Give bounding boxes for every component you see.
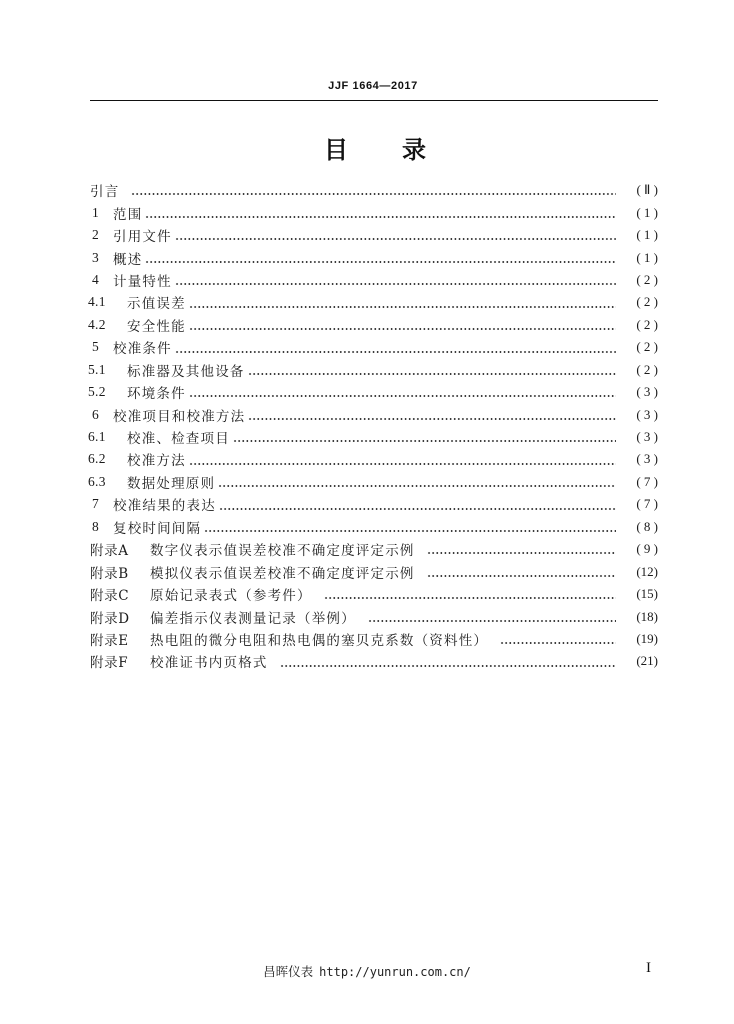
dot-leader <box>219 507 616 511</box>
toc-entry <box>90 359 658 381</box>
toc-entry-number: 5.1 <box>88 361 106 377</box>
toc-entry-title: 范围 <box>113 206 143 223</box>
toc-entry-number: 附录C <box>90 588 130 605</box>
toc-entry-number: 4.1 <box>88 294 106 310</box>
toc-entry-title: 校准项目和校准方法 <box>113 408 246 425</box>
footer-url: http://yunrun.com.cn/ <box>319 965 471 979</box>
toc-entry <box>90 291 658 313</box>
document-code: JJF 1664—2017 <box>328 80 418 92</box>
dot-leader <box>233 439 616 443</box>
page-number: I <box>646 960 651 976</box>
toc-entry-page: ( Ⅱ ) <box>636 182 658 198</box>
toc-entry-page: (12) <box>636 563 658 579</box>
toc-entry <box>90 650 658 672</box>
dot-leader <box>189 394 616 398</box>
dot-leader <box>175 237 616 241</box>
toc-entry-page: ( 8 ) <box>636 518 658 534</box>
toc-entry-page: ( 1 ) <box>636 204 658 220</box>
dot-leader <box>131 192 616 196</box>
toc-entry <box>90 314 658 336</box>
toc-entry-title: 原始记录表式（参考件） <box>150 588 312 605</box>
toc-entry-page: ( 2 ) <box>636 339 658 355</box>
toc-entry-number: 6.3 <box>88 473 106 489</box>
dot-leader <box>189 305 616 309</box>
dot-leader <box>280 664 616 668</box>
dot-leader <box>204 529 616 533</box>
dot-leader <box>427 574 616 578</box>
toc-entry <box>90 224 658 246</box>
toc-entry <box>90 381 658 403</box>
toc-entry-number: 6.1 <box>88 429 106 445</box>
dot-leader <box>189 462 616 466</box>
toc-entry-page: ( 3 ) <box>636 429 658 445</box>
toc-entry-number: 8 <box>92 518 99 534</box>
toc-entry-title: 标准器及其他设备 <box>127 363 245 380</box>
toc-entry-title: 校准方法 <box>127 453 186 470</box>
toc-entry <box>90 426 658 448</box>
toc-entry <box>90 605 658 627</box>
toc-entry <box>90 246 658 268</box>
toc-entry <box>90 583 658 605</box>
toc-entry-title: 校准结果的表达 <box>113 498 216 515</box>
toc-entry-page: (21) <box>636 653 658 669</box>
toc-entry-number: 附录B <box>90 565 129 582</box>
toc-entry-number: 1 <box>92 204 99 220</box>
toc-entry-page: ( 1 ) <box>636 249 658 265</box>
toc-entry-page: ( 9 ) <box>636 541 658 557</box>
toc-entry <box>90 471 658 493</box>
toc-entry-number: 附录D <box>90 610 130 627</box>
toc-entry-number: 附录A <box>90 543 129 560</box>
toc-entry <box>90 269 658 291</box>
dot-leader <box>189 327 616 331</box>
toc-entry-title: 计量特性 <box>113 273 172 290</box>
toc-entry-page: ( 3 ) <box>636 451 658 467</box>
toc-entry-title: 偏差指示仪表测量记录（举例） <box>150 610 356 627</box>
toc-title: 目 录 <box>324 135 441 164</box>
footer-site-name: 昌晖仪表 <box>263 964 314 979</box>
toc-entry-page: (18) <box>636 608 658 624</box>
dot-leader <box>218 484 616 488</box>
toc-entry-title: 引言 <box>90 184 120 201</box>
toc-entry-page: ( 7 ) <box>636 496 658 512</box>
toc-list <box>90 179 658 673</box>
toc-entry-page: ( 2 ) <box>636 361 658 377</box>
toc-entry-page: (15) <box>636 586 658 602</box>
toc-entry-title: 复校时间间隔 <box>113 520 202 537</box>
toc-entry-title: 校准、检查项目 <box>127 431 230 448</box>
dot-leader <box>368 619 616 623</box>
toc-entry-number: 6.2 <box>88 451 106 467</box>
toc-entry-number: 7 <box>92 496 99 512</box>
dot-leader <box>175 282 616 286</box>
toc-entry-number: 3 <box>92 249 99 265</box>
dot-leader <box>248 372 616 376</box>
toc-entry-number: 2 <box>92 227 99 243</box>
toc-entry-title: 模拟仪表示值误差校准不确定度评定示例 <box>150 565 415 582</box>
toc-entry-title: 示值误差 <box>127 296 186 313</box>
toc-entry-title: 数字仪表示值误差校准不确定度评定示例 <box>150 543 415 560</box>
toc-entry-page: (19) <box>636 630 658 646</box>
toc-entry <box>90 336 658 358</box>
dot-leader <box>500 641 616 645</box>
toc-entry-title: 数据处理原则 <box>127 475 216 492</box>
toc-entry-page: ( 1 ) <box>636 227 658 243</box>
footer-watermark <box>0 962 734 980</box>
toc-entry-number: 附录F <box>90 655 129 672</box>
dot-leader <box>145 260 616 264</box>
toc-entry <box>90 516 658 538</box>
toc-entry-title: 概述 <box>113 251 143 268</box>
toc-entry <box>90 493 658 515</box>
dot-leader <box>175 350 616 354</box>
toc-entry <box>90 560 658 582</box>
toc-entry-page: ( 3 ) <box>636 406 658 422</box>
toc-entry-number: 4.2 <box>88 316 106 332</box>
toc-entry-number: 附录E <box>90 632 129 649</box>
toc-entry-page: ( 7 ) <box>636 473 658 489</box>
toc-entry-title: 校准条件 <box>113 341 172 358</box>
dot-leader <box>145 215 616 219</box>
header-rule <box>90 100 658 101</box>
toc-entry <box>90 201 658 223</box>
toc-entry-page: ( 2 ) <box>636 294 658 310</box>
toc-entry-title: 校准证书内页格式 <box>150 655 268 672</box>
dot-leader <box>324 596 616 600</box>
toc-entry-page: ( 3 ) <box>636 384 658 400</box>
toc-entry-page: ( 2 ) <box>636 316 658 332</box>
toc-entry-number: 4 <box>92 271 99 287</box>
toc-entry <box>90 538 658 560</box>
toc-entry <box>90 403 658 425</box>
dot-leader <box>427 551 616 555</box>
toc-entry-title: 环境条件 <box>127 386 186 403</box>
toc-entry-page: ( 2 ) <box>636 271 658 287</box>
toc-entry-number: 6 <box>92 406 99 422</box>
toc-entry-title: 热电阻的微分电阻和热电偶的塞贝克系数（资料性） <box>150 632 489 649</box>
toc-entry-number: 5.2 <box>88 384 106 400</box>
toc-entry-number: 5 <box>92 339 99 355</box>
toc-entry <box>90 448 658 470</box>
toc-entry <box>90 179 658 201</box>
toc-entry-title: 引用文件 <box>113 229 172 246</box>
dot-leader <box>248 417 616 421</box>
toc-entry-title: 安全性能 <box>127 318 186 335</box>
toc-entry <box>90 628 658 650</box>
